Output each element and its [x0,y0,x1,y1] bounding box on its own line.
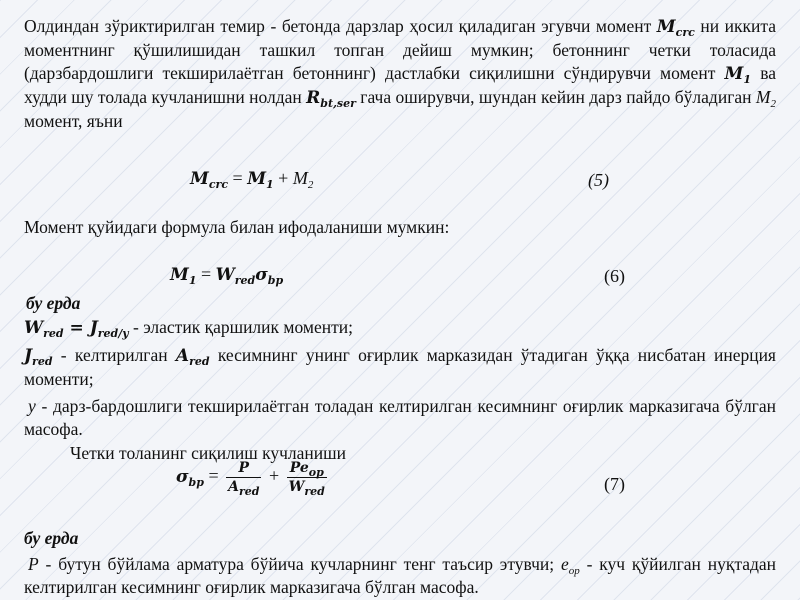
m2-symbol: $M_2$ [755,87,776,110]
definition-w-red: $W_{red} = J_{red/y}$ - эластик қаршилик моменти; [24,317,353,340]
definition-p-eop: P - бутун бўйлама арматура бўйича кучларнинг тенг таъсир этувчи; $e_{op}$ - куч қўйилган нуқтадан келтирилган кесимнинг оғирлик марказигача бўлган масофа. [24,554,777,597]
fraction-pe-over-w-red: $\frac{Pe_{op}}{W_{red}}$ [288,460,325,498]
edge-fiber-stress-text: Четки толанинг сиқилиш кучланиши [70,443,346,463]
r-bt-ser-symbol: $R_{bt,ser}$ [306,88,356,110]
m1-symbol: $M_1$ [724,64,752,86]
where-label-2: бу ерда [24,528,79,548]
equation-6: $M_1 = W_{red}\sigma_{bp}$ [170,264,284,287]
equation-6-number: (6) [604,266,625,286]
m-crc-symbol: $M_{crc}$ [656,17,695,39]
intro-text-5: момент, яъни [24,111,123,131]
intro-text-3: ва худди шу толада кучланишни нолдан [24,63,777,107]
equation-5: $M_{crc} = M_1 + M_2$ [190,168,314,191]
definition-y: y - дарз-бардошлиги текширилаётган толадан келтирилган кесимнинг оғирлик марказигача бўлган масофа. [24,396,776,439]
fraction-p-over-a-red: $\frac{P}{A_{red}}$ [228,460,260,498]
formula-intro-text: Момент қуйидаги формула билан ифодаланиши мумкин: [24,217,450,237]
equation-7-number: (7) [604,474,625,494]
equation-7: $\sigma_{bp}$ = $\frac{P}{A_{red}}$ + $\frac{Pe_{op}}{W_{red}}$ [176,460,325,498]
where-label-1: бу ерда [26,293,81,313]
equation-5-number: (5) [588,170,609,190]
definition-j-red: $J_{red}$ - келтирилган $A_{red}$ кесимнинг унинг оғирлик марказидан ўтадиган ўққа нисбатан инерция моменти; [24,345,776,389]
intro-text-4: гача оширувчи, шундан кейин дарз пайдо бўладиган [360,87,752,107]
intro-text-2: ни иккита моментнинг қўшилишидан ташкил топган дейиш мумкин; бетоннинг четки толасида (дарзбардошлиги текширилаётган бетоннинг) дастлабки сиқилишни сўндирувчи момент [24,16,777,83]
intro-paragraph [24,15,776,133]
intro-text-1: Олдиндан зўриктирилган темир - бетонда дарзлар ҳосил қиладиган эгувчи момент [24,16,652,36]
